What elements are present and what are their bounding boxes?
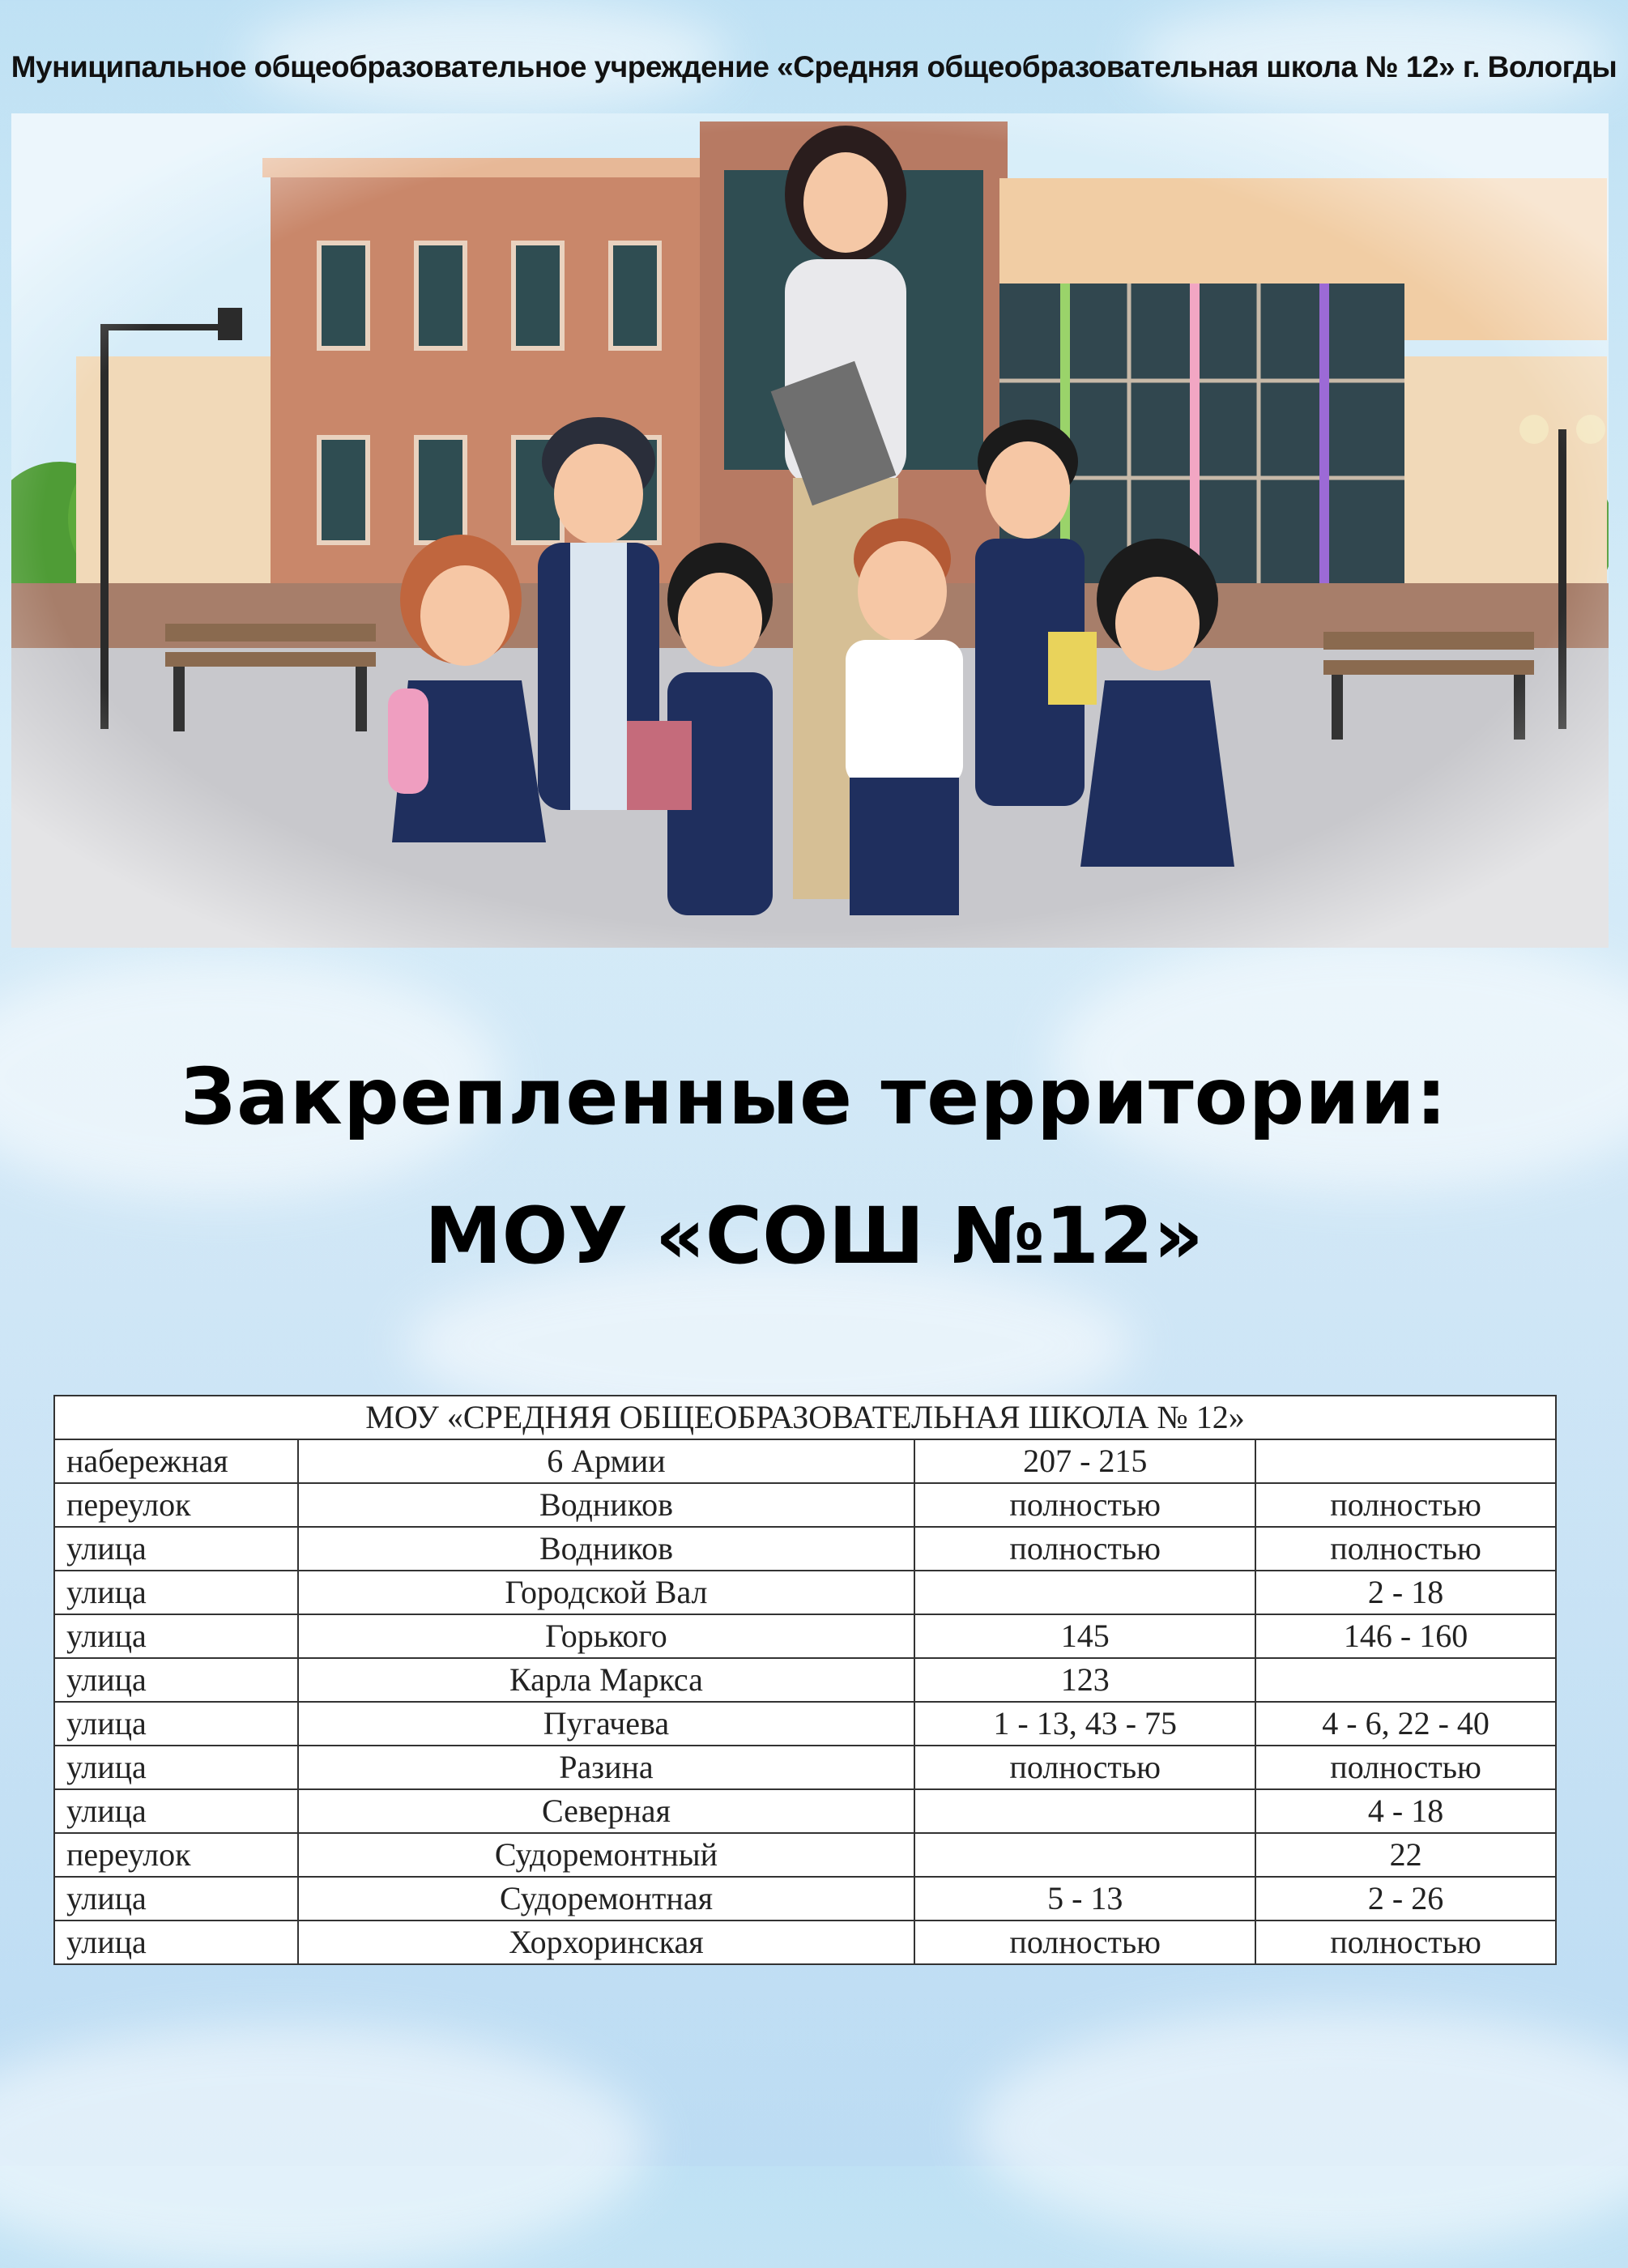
street-name-cell: Пугачева [298,1702,915,1746]
even-numbers-cell: 2 - 18 [1255,1571,1556,1614]
odd-numbers-cell: 123 [914,1658,1255,1702]
institution-header: Муниципальное общеобразовательное учреждение «Средняя общеобразовательная школа № 12» г. Вологды [11,50,1617,83]
odd-numbers-cell: 1 - 13, 43 - 75 [914,1702,1255,1746]
street-type-cell: улица [54,1877,298,1921]
odd-numbers-cell: полностью [914,1746,1255,1789]
table-row [54,1746,1556,1789]
table-row [54,1658,1556,1702]
street-name-cell: Судоремонтный [298,1833,915,1877]
street-name-cell: Городской Вал [298,1571,915,1614]
table-row [54,1702,1556,1746]
table-caption-row [54,1396,1556,1439]
title-school: МОУ «СОШ №12» [424,1191,1204,1281]
street-type-cell: улица [54,1527,298,1571]
odd-numbers-cell [914,1571,1255,1614]
street-name-cell: Карла Маркса [298,1658,915,1702]
even-numbers-cell: полностью [1255,1483,1556,1527]
street-type-cell: улица [54,1921,298,1964]
table-caption: МОУ «СРЕДНЯЯ ОБЩЕОБРАЗОВАТЕЛЬНАЯ ШКОЛА № 12» [54,1396,1556,1439]
cloud [972,2009,1628,2252]
even-numbers-cell: 4 - 6, 22 - 40 [1255,1702,1556,1746]
table-row [54,1439,1556,1483]
odd-numbers-cell [914,1789,1255,1833]
street-name-cell: Северная [298,1789,915,1833]
table-row [54,1833,1556,1877]
street-name-cell: Разина [298,1746,915,1789]
even-numbers-cell: полностью [1255,1746,1556,1789]
table-row [54,1483,1556,1527]
street-type-cell: улица [54,1658,298,1702]
cloud [0,2025,648,2268]
odd-numbers-cell: 5 - 13 [914,1877,1255,1921]
table-row [54,1921,1556,1964]
even-numbers-cell: 146 - 160 [1255,1614,1556,1658]
odd-numbers-cell [914,1833,1255,1877]
street-name-cell: Горького [298,1614,915,1658]
street-type-cell: переулок [54,1833,298,1877]
odd-numbers-cell: полностью [914,1483,1255,1527]
table-row [54,1789,1556,1833]
school-illustration [11,113,1609,948]
even-numbers-cell: 4 - 18 [1255,1789,1556,1833]
odd-numbers-cell: 207 - 215 [914,1439,1255,1483]
street-name-cell: Хорхоринская [298,1921,915,1964]
even-numbers-cell: 2 - 26 [1255,1877,1556,1921]
table-row [54,1571,1556,1614]
street-type-cell: улица [54,1789,298,1833]
even-numbers-cell: полностью [1255,1921,1556,1964]
table-row [54,1527,1556,1571]
odd-numbers-cell: полностью [914,1921,1255,1964]
even-numbers-cell: 22 [1255,1833,1556,1877]
street-name-cell: Водников [298,1527,915,1571]
street-type-cell: улица [54,1571,298,1614]
table-row [54,1877,1556,1921]
odd-numbers-cell: полностью [914,1527,1255,1571]
street-name-cell: 6 Армии [298,1439,915,1483]
territories-table [53,1395,1557,1965]
even-numbers-cell: полностью [1255,1527,1556,1571]
street-type-cell: улица [54,1702,298,1746]
street-type-cell: набережная [54,1439,298,1483]
even-numbers-cell [1255,1439,1556,1483]
table-row [54,1614,1556,1658]
table-body [54,1439,1556,1964]
street-name-cell: Водников [298,1483,915,1527]
street-type-cell: переулок [54,1483,298,1527]
street-name-cell: Судоремонтная [298,1877,915,1921]
even-numbers-cell [1255,1658,1556,1702]
street-type-cell: улица [54,1746,298,1789]
title-territories: Закрепленные территории: [180,1051,1448,1142]
odd-numbers-cell: 145 [914,1614,1255,1658]
street-type-cell: улица [54,1614,298,1658]
